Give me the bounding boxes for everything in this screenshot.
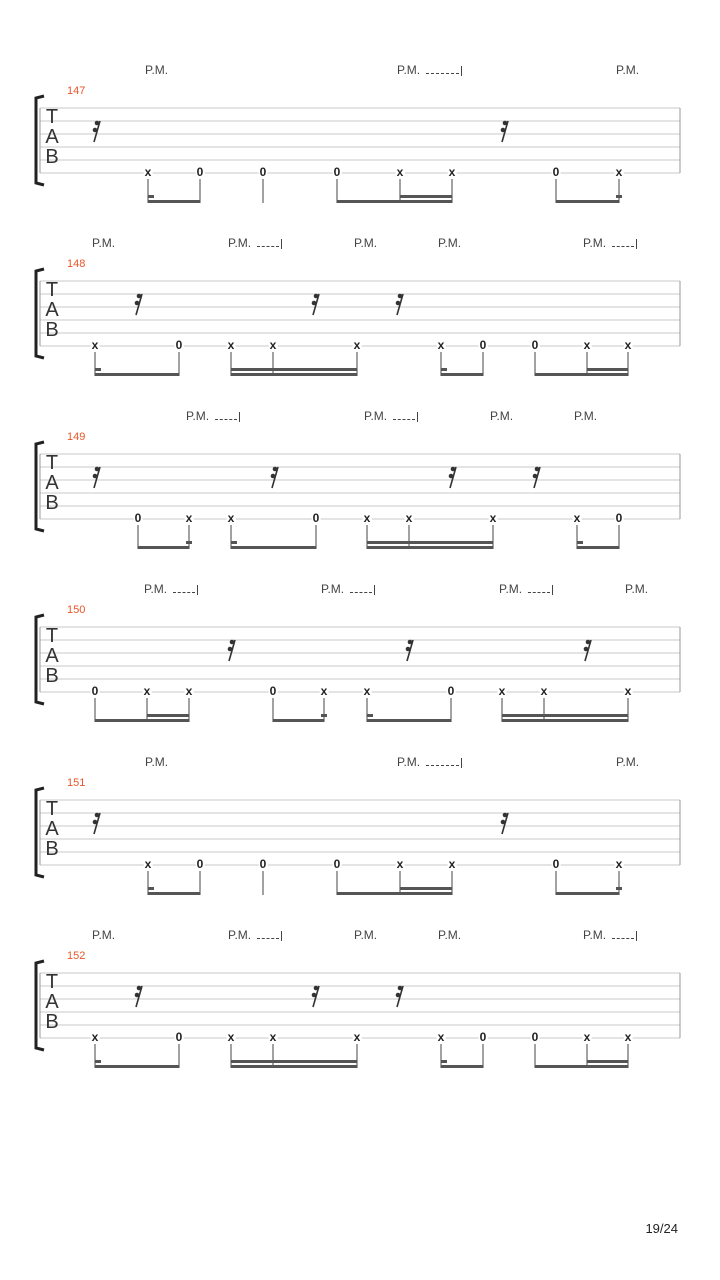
fret-number: 0 xyxy=(175,338,183,352)
fret-number: x xyxy=(353,338,361,352)
palm-mute-label: P.M. xyxy=(145,755,169,769)
fret-number: x xyxy=(269,338,277,352)
fret-number: 0 xyxy=(259,165,267,179)
palm-mute-label: P.M. xyxy=(583,236,607,250)
fret-number: 0 xyxy=(91,684,99,698)
palm-mute-label: P.M. xyxy=(438,928,462,942)
palm-mute-label: P.M. xyxy=(499,582,523,596)
tab-clef-letter: B xyxy=(45,492,59,514)
fret-number: x xyxy=(269,1030,277,1044)
sixteenth-rest xyxy=(396,986,403,1007)
fret-number: x xyxy=(91,338,99,352)
fret-number: 0 xyxy=(531,338,539,352)
fret-number: 0 xyxy=(196,165,204,179)
fret-number: x xyxy=(320,684,328,698)
fret-number: x xyxy=(448,165,456,179)
beam-secondary xyxy=(587,1060,628,1063)
palm-mute-extension xyxy=(612,938,634,939)
fret-number: x xyxy=(405,511,413,525)
palm-mute-label: P.M. xyxy=(228,236,252,250)
tab-clef-letter: B xyxy=(45,838,59,860)
measure-number: 151 xyxy=(67,777,86,789)
beam xyxy=(535,1065,628,1068)
tab-clef-letter: A xyxy=(45,645,59,667)
fret-number: 0 xyxy=(615,511,623,525)
measure-number: 150 xyxy=(67,604,86,616)
fret-number: x xyxy=(144,165,152,179)
fret-number: x xyxy=(144,857,152,871)
tab-clef-letter: T xyxy=(45,106,59,128)
palm-mute-label: P.M. xyxy=(92,928,116,942)
fret-number: x xyxy=(91,1030,99,1044)
palm-mute-label: P.M. xyxy=(583,928,607,942)
tab-clef-letter: T xyxy=(45,625,59,647)
fret-number: 0 xyxy=(552,857,560,871)
sixteenth-rest xyxy=(135,986,142,1007)
fret-number: x xyxy=(227,1030,235,1044)
palm-mute-label: P.M. xyxy=(228,928,252,942)
palm-mute-label: P.M. xyxy=(144,582,168,596)
fret-number: x xyxy=(227,338,235,352)
palm-mute-label: P.M. xyxy=(574,409,598,423)
fret-number: x xyxy=(363,684,371,698)
palm-mute-label: P.M. xyxy=(354,236,378,250)
fret-number: x xyxy=(363,511,371,525)
beam-secondary xyxy=(231,1060,357,1063)
fret-number: x xyxy=(583,338,591,352)
sixteenth-rest xyxy=(312,986,319,1007)
palm-mute-label: P.M. xyxy=(490,409,514,423)
fret-number: 0 xyxy=(312,511,320,525)
measure-number: 152 xyxy=(67,950,86,962)
fret-number: 0 xyxy=(479,338,487,352)
fret-number: x xyxy=(624,684,632,698)
beam xyxy=(441,1065,483,1068)
palm-mute-label: P.M. xyxy=(397,63,421,77)
fret-number: x xyxy=(396,165,404,179)
fret-number: 0 xyxy=(531,1030,539,1044)
palm-mute-label: P.M. xyxy=(397,755,421,769)
fret-number: x xyxy=(583,1030,591,1044)
beam-stub xyxy=(441,1060,447,1063)
beam xyxy=(231,1065,357,1068)
tab-clef-letter: T xyxy=(45,452,59,474)
tab-clef-letter: B xyxy=(45,319,59,341)
fret-number: x xyxy=(498,684,506,698)
fret-number: x xyxy=(396,857,404,871)
palm-mute-label: P.M. xyxy=(145,63,169,77)
tab-clef-letter: B xyxy=(45,1011,59,1033)
tab-clef-letter: A xyxy=(45,472,59,494)
fret-number: x xyxy=(437,338,445,352)
fret-number: 0 xyxy=(552,165,560,179)
fret-number: 0 xyxy=(196,857,204,871)
tab-clef-letter: B xyxy=(45,146,59,168)
fret-number: 0 xyxy=(447,684,455,698)
palm-mute-label: P.M. xyxy=(364,409,388,423)
palm-mute-label: P.M. xyxy=(186,409,210,423)
measure-number: 149 xyxy=(67,431,86,443)
fret-number: x xyxy=(143,684,151,698)
fret-number: 0 xyxy=(333,857,341,871)
tab-clef-letter: A xyxy=(45,818,59,840)
beam xyxy=(95,1065,179,1068)
fret-number: x xyxy=(540,684,548,698)
fret-number: x xyxy=(227,511,235,525)
palm-mute-label: P.M. xyxy=(321,582,345,596)
fret-number: x xyxy=(624,1030,632,1044)
fret-number: 0 xyxy=(269,684,277,698)
fret-number: 0 xyxy=(479,1030,487,1044)
measure-number: 148 xyxy=(67,258,86,270)
fret-number: x xyxy=(573,511,581,525)
fret-number: x xyxy=(437,1030,445,1044)
measure-number: 147 xyxy=(67,85,86,97)
tab-clef-letter: B xyxy=(45,665,59,687)
tab-staff xyxy=(0,953,720,1073)
palm-mute-label: P.M. xyxy=(92,236,116,250)
fret-number: 0 xyxy=(134,511,142,525)
tab-clef-letter: T xyxy=(45,971,59,993)
tab-clef-letter: T xyxy=(45,279,59,301)
palm-mute-label: P.M. xyxy=(616,755,640,769)
fret-number: x xyxy=(353,1030,361,1044)
tab-clef-letter: A xyxy=(45,991,59,1013)
fret-number: 0 xyxy=(333,165,341,179)
fret-number: x xyxy=(185,684,193,698)
fret-number: 0 xyxy=(175,1030,183,1044)
palm-mute-label: P.M. xyxy=(616,63,640,77)
palm-mute-end-mark xyxy=(636,931,637,941)
fret-number: x xyxy=(624,338,632,352)
tab-clef-letter: A xyxy=(45,299,59,321)
palm-mute-end-mark xyxy=(281,931,282,941)
palm-mute-label: P.M. xyxy=(354,928,378,942)
palm-mute-extension xyxy=(257,938,279,939)
fret-number: x xyxy=(615,165,623,179)
fret-number: x xyxy=(185,511,193,525)
tab-clef-letter: T xyxy=(45,798,59,820)
fret-number: x xyxy=(489,511,497,525)
palm-mute-label: P.M. xyxy=(625,582,649,596)
fret-number: 0 xyxy=(259,857,267,871)
fret-number: x xyxy=(448,857,456,871)
fret-number: x xyxy=(615,857,623,871)
beam-stub xyxy=(95,1060,101,1063)
tab-clef-letter: A xyxy=(45,126,59,148)
page-number: 19/24 xyxy=(645,1221,678,1236)
palm-mute-label: P.M. xyxy=(438,236,462,250)
